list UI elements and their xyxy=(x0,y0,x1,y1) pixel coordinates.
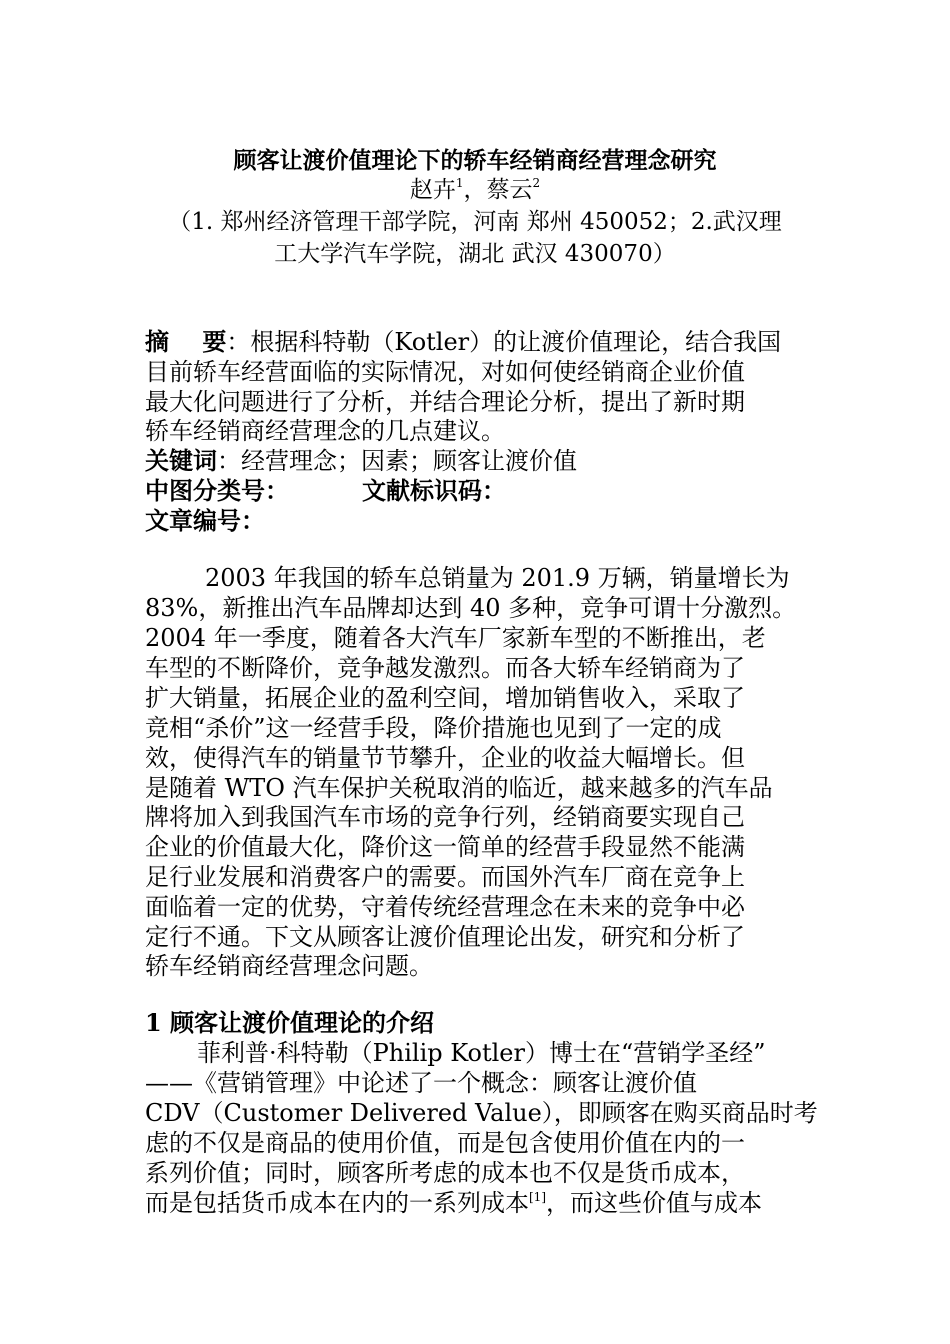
affiliation-line: （1. 郑州经济管理干部学院，河南 郑州 450052；2.武汉理 xyxy=(168,209,782,235)
body-text: 而是包括货币成本在内的一系列成本 xyxy=(145,1189,529,1217)
section-heading: 1 顾客让渡价值理论的介绍 xyxy=(145,1008,435,1037)
body-line: ——《营销管理》中论述了一个概念：顾客让渡价值 xyxy=(145,1069,697,1097)
body-line: 牌将加入到我国汽车市场的竞争行列，经销商要实现自己 xyxy=(145,803,745,831)
body-line: 企业的价值最大化，降价这一简单的经营手段显然不能满 xyxy=(145,833,745,861)
body-line: 竞相“杀价”这一经营手段，降价措施也见到了一定的成 xyxy=(145,714,722,742)
abstract-label: 摘 要 xyxy=(145,328,227,356)
abstract-colon: ： xyxy=(226,328,251,356)
abstract-line: 最大化问题进行了分析，并结合理论分析，提出了新时期 xyxy=(145,388,745,416)
body-line: 车型的不断降价，竞争越发激烈。而各大轿车经销商为了 xyxy=(145,654,745,682)
body-line: 效，使得汽车的销量节节攀升，企业的收益大幅增长。但 xyxy=(145,744,745,772)
keywords-colon: ： xyxy=(217,447,241,475)
body-line: 是随着 WTO 汽车保护关税取消的临近，越来越多的汽车品 xyxy=(145,774,773,802)
abstract-line: 目前轿车经营面临的实际情况，对如何使经销商企业价值 xyxy=(145,358,745,386)
author-affiliation-mark: 2 xyxy=(532,176,541,191)
abstract-text: 根据科特勒（Kotler）的让渡价值理论，结合我国 xyxy=(250,328,782,356)
body-line: 2003 年我国的轿车总销量为 201.9 万辆，销量增长为 xyxy=(205,564,790,592)
citation-mark[interactable]: [1] xyxy=(529,1190,546,1204)
body-line: 定行不通。下文从顾客让渡价值理论出发，研究和分析了 xyxy=(145,923,745,951)
body-line: CDV（Customer Delivered Value），即顾客在购买商品时考 xyxy=(145,1099,818,1127)
abstract-line xyxy=(145,327,781,357)
keywords-label: 关键词 xyxy=(145,447,217,475)
doc-code-label: 文献标识码： xyxy=(362,477,506,505)
body-line: 足行业发展和消费客户的需要。而国外汽车厂商在竞争上 xyxy=(145,863,745,891)
body-line: 面临着一定的优势，守着传统经营理念在未来的竞争中必 xyxy=(145,893,745,921)
body-line xyxy=(145,1188,762,1218)
article-no-label: 文章编号： xyxy=(145,507,265,535)
paper-title: 顾客让渡价值理论下的轿车经销商经营理念研究 xyxy=(233,148,717,174)
author-affiliation-mark: 1 xyxy=(455,176,464,191)
body-line: 菲利普·科特勒（Philip Kotler）博士在“营销学圣经” xyxy=(197,1039,766,1067)
clc-label: 中图分类号： xyxy=(145,477,289,505)
body-line: 2004 年一季度，随着各大汽车厂家新车型的不断推出，老 xyxy=(145,624,766,652)
author-name: 赵卉 xyxy=(409,177,456,203)
affiliation-line: 工大学汽车学院，湖北 武汉 430070） xyxy=(274,241,676,267)
body-text: ，而这些价值与成本 xyxy=(546,1189,762,1217)
author-name: 蔡云 xyxy=(486,177,533,203)
abstract-line: 轿车经销商经营理念的几点建议。 xyxy=(145,417,505,445)
author-line xyxy=(130,175,820,205)
keywords-value: 经营理念；因素；顾客让渡价值 xyxy=(241,447,577,475)
keywords-line xyxy=(145,446,577,476)
body-line: 系列价值；同时，顾客所考虑的成本也不仅是货币成本， xyxy=(145,1159,745,1187)
body-line: 83%，新推出汽车品牌却达到 40 多种，竞争可谓十分激烈。 xyxy=(145,594,797,622)
body-line: 扩大销量，拓展企业的盈利空间，增加销售收入，采取了 xyxy=(145,684,745,712)
body-line: 虑的不仅是商品的使用价值，而是包含使用价值在内的一 xyxy=(145,1129,745,1157)
author-separator: ， xyxy=(463,177,487,203)
body-line: 轿车经销商经营理念问题。 xyxy=(145,952,433,980)
